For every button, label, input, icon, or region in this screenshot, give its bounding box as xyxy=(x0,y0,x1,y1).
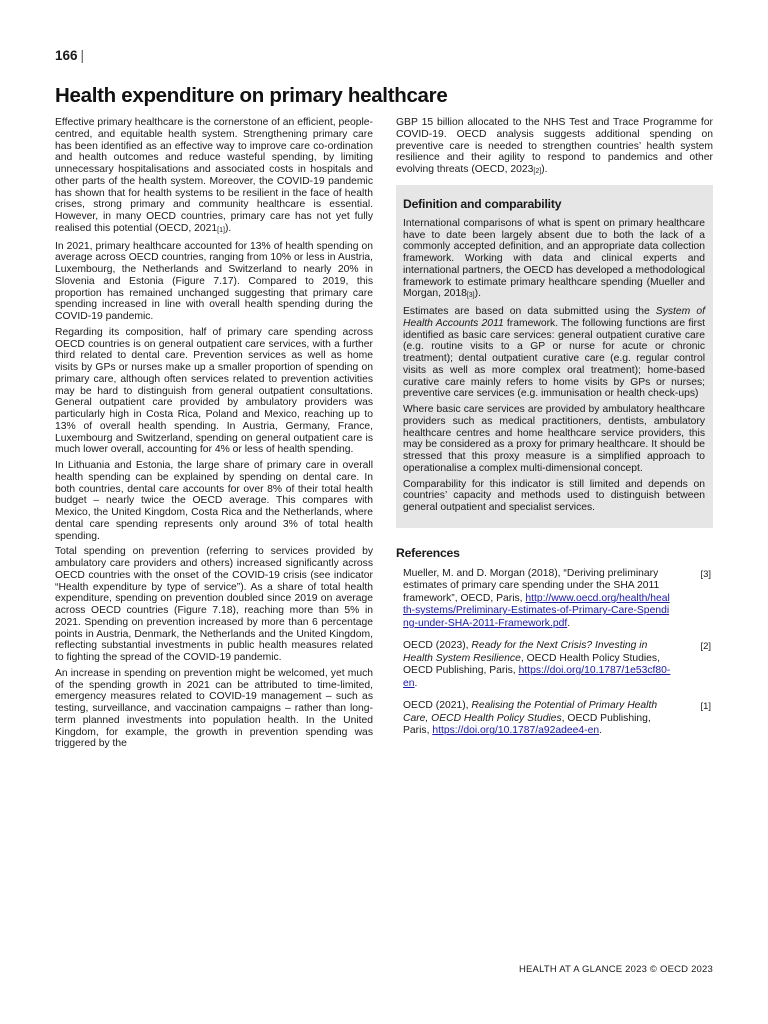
reference-link[interactable]: https://doi.org/10.1787/a92adee4-en xyxy=(432,725,600,737)
paragraph: Estimates are based on data submitted using the System of Health Accounts 2011 framework. The following functions are first identified as basic care services: general outpatient curative care (e.g. routine visits to a GP or nurse for acute or chronic treatment); dental outpatient curative care (e.g. regular control visits as well as more complex oral treatment); home-based curative care mainly refers to home visits by GPs or nurses; preventive care services (e.g. immunisation or health check-ups) xyxy=(403,306,705,400)
paragraph: Regarding its composition, half of primary care spending across OECD countries is on general outpatient care services, with a further third related to dental care. Prevention services as well as home visits by GPs or nurses make up a smaller proportion of spending on primary care, although often services related to prevention activities may be hard to distinguish from general outpatient consultations. General outpatient care provided by ambulatory providers was particularly high in Costa Rica, Poland and Mexico, reaching up to 13% of overall health spending. In Austria, Germany, France, Luxembourg and Switzerland, spending on general outpatient care is much lower overall, accounting for 4% or less of health spending. xyxy=(55,326,373,456)
reference-link[interactable]: https://doi.org/10.1787/1e53cf80-en xyxy=(403,665,671,689)
paragraph: In Lithuania and Estonia, the large share of primary care in overall health spending can be explained by spending on dental care. In both countries, dental care accounts for over 8% of their total health budget – nearly twice the OECD average. This compares with Mexico, the United Kingdom, Costa Rica and the Netherlands, where dental care spending represents only around 3% of total health spending. xyxy=(55,460,373,542)
reference-number: [2] xyxy=(700,641,711,653)
citation-marker: [1] xyxy=(217,226,225,234)
paragraph: Comparability for this indicator is still limited and depends on countries’ capacity and methods used to distinguish between general outpatient and specialist services. xyxy=(403,478,705,513)
reference-text: Mueller, M. and D. Morgan (2018), “Deriving preliminary estimates of primary care spending under the SHA 2011 framework”, OECD, Paris, http://www.oecd.org/health/health-systems/Preliminary-Estimates-of-Primary-Care-Spending-under-SHA-2011-Framework.pdf. xyxy=(403,567,670,629)
reference-number: [3] xyxy=(700,568,711,580)
reference-item xyxy=(396,700,713,738)
paragraph: GBP 15 billion allocated to the NHS Test and Trace Programme for COVID-19. OECD analysis suggests additional spending on preventive care is needed to strengthen countries’ health system resilience and their agility to respond to pandemics and other evolving threats (OECD, $2023_{[2]}$). xyxy=(396,117,713,175)
paragraph: Total spending on prevention (referring to services provided by ambulatory care providers and others) increased significantly across OECD countries with the onset of the COVID-19 crisis (see indicator “Health expenditure by type of service”). As a share of total health expenditure, spending on prevention doubled since 2019 on average across OECD countries (Figure 7.18), reaching more than 5% in 2021. Spending on prevention increased by more than 6 percentage points in Austria, Denmark, the Netherlands and the United Kingdom, reflecting substantial investments in public health measures related to fighting the spread of the COVID-19 pandemic. xyxy=(55,546,373,663)
reference-item xyxy=(396,640,713,690)
reference-text: OECD (2021), Realising the Potential of Primary Health Care, OECD Health Policy Studies, OECD Publishing, Paris, https://doi.org/10.1787/a92adee4-en. xyxy=(403,700,658,737)
page-number: 166 | xyxy=(55,48,85,63)
citation-marker: [2] xyxy=(533,168,542,175)
page-title: Health expenditure on primary healthcare xyxy=(55,84,448,107)
page-number-separator: | xyxy=(80,48,85,63)
left-column xyxy=(55,117,373,754)
paragraph: An increase in spending on prevention might be welcomed, yet much of the spending growth in 2021 can be attributed to time-limited, emergency measures related to COVID-19 management – such as testing, surveillance, and vaccination campaigns – rather than long-term planned investments into population health. In the United Kingdom, for example, the growth in prevention spending was triggered by the xyxy=(55,667,373,750)
paragraph: International comparisons of what is spent on primary healthcare have to date been largely absent due to both the lack of a commonly accepted definition, and an appropriate data collection framework. Working with data and clinical experts and international partners, the OECD has developed a methodological framework to estimate primary healthcare spending (Mueller and Morgan, $2018_{[3]}$). xyxy=(403,217,705,300)
paragraph: Where basic care services are provided by ambulatory healthcare providers such as medical practitioners, dentists, ambulatory healthcare centres and home healthcare service providers, this may be considered as a proxy for primary healthcare. It should be stressed that this proxy measure is a simplified approach to operationalise a complex multi-dimensional concept. xyxy=(403,404,705,474)
reference-link[interactable]: http://www.oecd.org/health/health-systems/Preliminary-Estimates-of-Primary-Care-Spending-under-SHA-2011-Framework.pdf xyxy=(403,592,670,629)
reference-number: [1] xyxy=(700,701,711,713)
paragraph: Effective primary healthcare is the cornerstone of an efficient, people-centred, and equitable health system. Strengthening primary care has been identified as an effective way to improve care co-ordination and health outcomes and reduce wasteful spending, by limiting unnecessary hospitalisations and associated costs in hospitals and other parts of the health system. Moreover, the COVID-19 pandemic has shown that for health systems to be resilient in the face of health crises, strong primary and community healthcare is essential. However, in many OECD countries, primary care has not yet fully realised this potential (OECD, $2021_{[1]}$). xyxy=(55,117,373,234)
definition-heading: Definition and comparability xyxy=(403,196,562,211)
references-heading: References xyxy=(396,545,460,560)
paragraph: In 2021, primary healthcare accounted for 13% of health spending on average across OECD countries, ranging from 10% or less in Austria, Luxembourg, the Netherlands and Switzerland to nearly 20% in Slovenia and Estonia (Figure 7.17). Compared to 2019, this proportion has remained unchanged suggesting that primary care spending increased in line with overall health spending during the COVID-19 pandemic. xyxy=(55,240,373,322)
reference-item xyxy=(396,568,713,631)
page-footer: HEALTH AT A GLANCE 2023 © OECD 2023 xyxy=(518,964,713,975)
right-column xyxy=(396,117,713,748)
citation-marker: [3] xyxy=(466,292,475,300)
reference-text: OECD (2023), Ready for the Next Crisis? Investing in Health System Resilience, OECD Health Policy Studies, OECD Publishing, Paris, https://doi.org/10.1787/1e53cf80-en. xyxy=(403,640,671,689)
definition-box xyxy=(396,185,713,528)
